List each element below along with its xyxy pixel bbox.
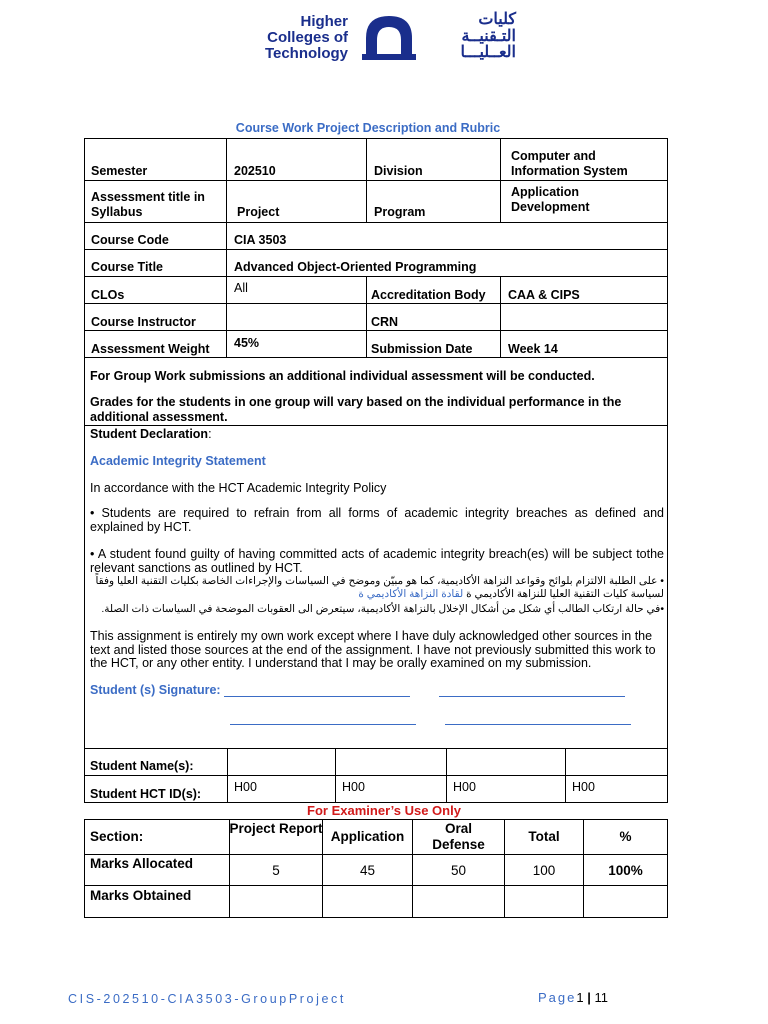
semester-label: Semester: [91, 164, 148, 178]
clos-value: All: [234, 281, 248, 295]
hct-arch-icon: [362, 12, 416, 62]
own-work-statement: This assignment is entirely my own work except where I have duly acknowledged other sources in the text and listed those sources at the end of the assignment. I have not previously submitted this work to the HCT, or any other entity. I understand that I may be orally examined on my submission.: [90, 629, 656, 670]
page-title: Course Work Project Description and Rubric: [235, 121, 501, 135]
student-name-cell[interactable]: [227, 748, 336, 776]
obtained-total-cell[interactable]: [504, 885, 584, 918]
assessment-title-value: Project: [237, 205, 280, 219]
arabic-policy-link[interactable]: لقادة النزاهة الأكاديمي ة: [358, 588, 464, 600]
allocated-project-report: 5: [272, 863, 280, 878]
obtained-application-cell[interactable]: [322, 885, 413, 918]
allocated-application: 45: [359, 863, 376, 878]
assessment-title-label: Assessment title in Syllabus: [91, 190, 205, 219]
arabic-bullet-2: •في حالة ارتكاب الطالب أي شكل من أشكال الإخلال بالنزاهة الأكاديمية، سيتعرض الى العقوبات الموضحة في السياسات ذات الصلة.: [101, 603, 664, 615]
student-id-value: H00: [572, 780, 595, 794]
group-note-line2: Grades for the students in one group will vary based on the individual performance in the additional assessment.: [90, 395, 622, 424]
col-total: Total: [528, 829, 560, 844]
signature-line[interactable]: [224, 685, 410, 697]
allocated-oral-defense: 50: [450, 863, 467, 878]
student-names-label: Student Name(s):: [90, 759, 194, 773]
cell: [226, 222, 668, 250]
col-percent: %: [619, 829, 632, 844]
obtained-project-report-cell[interactable]: [229, 885, 323, 918]
marks-allocated-label: Marks Allocated: [90, 856, 194, 871]
student-id-value: H00: [342, 780, 365, 794]
student-name-cell[interactable]: [446, 748, 566, 776]
bullet-1: • Students are required to refrain from all forms of academic integrity breaches as defined and explained by HCT.: [90, 506, 664, 534]
crn-label: CRN: [371, 315, 399, 329]
arabic-bullet-1: • على الطلبة الالتزام بلوائح وقواعد النزاهة الأكاديمية، كما هو مبيّن وموضح في السياسات والإجراءات الخاصة بكليات التقنية العليا وفقاً لسياسة كليات التقنية العليا للنزاهة الأكاديمي ة لقادة النزاهة الأكاديمي ة: [95, 575, 664, 600]
weight-label: Assessment Weight: [91, 342, 210, 356]
group-note-line1: For Group Work submissions an additional individual assessment will be conducted.: [90, 369, 595, 383]
division-label: Division: [374, 164, 423, 178]
course-code-value: CIA 3503: [234, 233, 287, 247]
signature-line[interactable]: [439, 685, 625, 697]
page-label: Page: [538, 990, 577, 1005]
logo-english-text: Higher Colleges of Technology: [264, 13, 348, 62]
accreditation-label: Accreditation Body: [371, 288, 486, 302]
signature-row-1: [90, 683, 664, 697]
student-ids-label: Student HCT ID(s):: [90, 787, 202, 801]
clos-label: CLOs: [91, 288, 125, 302]
course-title-label: Course Title: [91, 260, 164, 274]
submission-label: Submission Date: [371, 342, 473, 356]
integrity-title: Academic Integrity Statement: [90, 454, 266, 468]
obtained-oral-defense-cell[interactable]: [412, 885, 505, 918]
student-id-value: H00: [453, 780, 476, 794]
policy-line: In accordance with the HCT Academic Integrity Policy: [90, 481, 387, 495]
accreditation-value: CAA & CIPS: [508, 288, 580, 302]
signature-row-2: [90, 711, 664, 725]
logo-arabic-text: كليات التـقنيــة العــليـــا: [460, 11, 516, 61]
footer-course-ref: CIS-202510-CIA3503-GroupProject: [68, 992, 346, 1006]
section-label: Section:: [90, 829, 144, 844]
submission-value: Week 14: [508, 342, 558, 356]
signature-label: Student (s) Signature:: [90, 683, 221, 697]
program-value: Application Development: [511, 185, 590, 214]
instructor-label: Course Instructor: [91, 315, 196, 329]
bullet-2: • A student found guilty of having committed acts of academic integrity breach(es) will be subject tothe relevant sanctions as outlined by HCT.: [90, 547, 664, 575]
course-code-label: Course Code: [91, 233, 169, 247]
obtained-percent-cell[interactable]: [583, 885, 668, 918]
col-oral-defense: Oral Defense: [432, 821, 485, 852]
student-name-cell[interactable]: [565, 748, 668, 776]
hct-logo: [256, 10, 516, 66]
col-application: Application: [330, 829, 405, 844]
declaration-heading: Student Declaration:: [90, 427, 212, 441]
allocated-percent: 100%: [608, 863, 643, 878]
semester-value: 202510: [234, 164, 276, 178]
cell: [226, 303, 367, 331]
student-name-cell[interactable]: [335, 748, 447, 776]
course-title-value: Advanced Object-Oriented Programming: [234, 260, 477, 274]
weight-value: 45%: [234, 336, 260, 350]
marks-obtained-label: Marks Obtained: [90, 888, 192, 903]
signature-line[interactable]: [230, 713, 416, 725]
declaration-heading-text: Student Declaration: [90, 427, 209, 441]
examiner-title: For Examiner’s Use Only: [307, 803, 461, 818]
col-project-report: Project Report: [229, 821, 323, 836]
cell: [500, 303, 668, 331]
division-value: Computer and Information System: [511, 149, 628, 178]
student-id-value: H00: [234, 780, 257, 794]
program-label: Program: [374, 205, 426, 219]
allocated-total: 100: [532, 863, 556, 878]
footer-page-number: Page1 | 11: [538, 990, 608, 1005]
signature-line[interactable]: [445, 713, 631, 725]
